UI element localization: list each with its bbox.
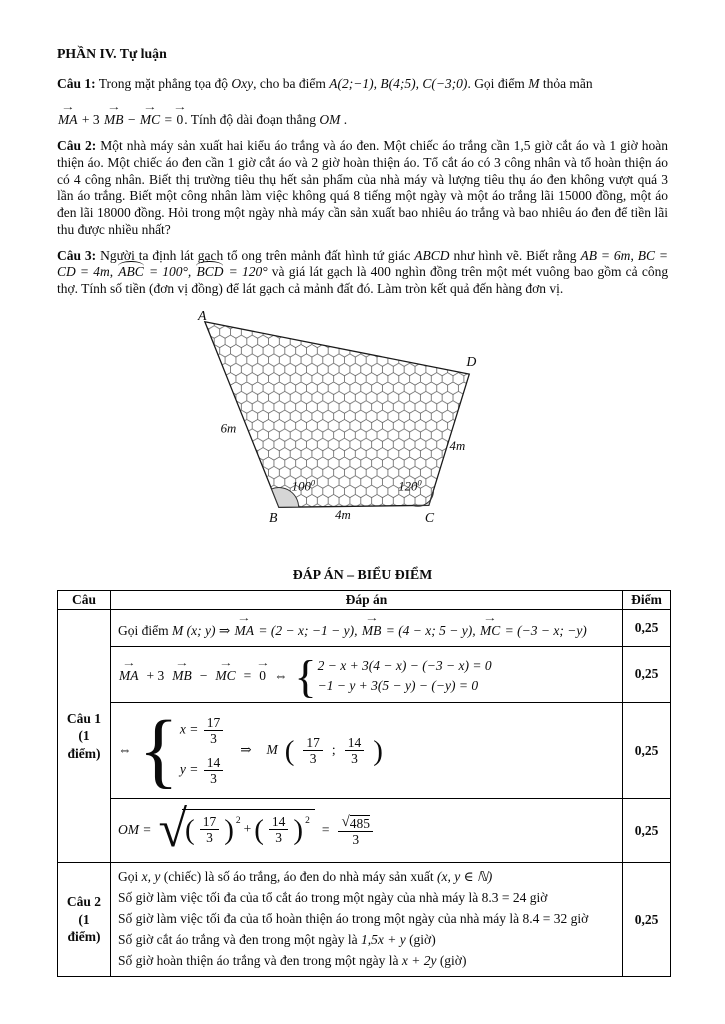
vector-zero: → 0 [258,668,267,685]
radical-sign: √ [158,801,188,859]
header-diem: Điểm [623,590,671,609]
question-1-text: Trong mặt phẳng tọa độ [98,76,229,91]
vector-ma: → MA [118,668,140,685]
brace: { [294,650,317,702]
vertex-label-c: C [424,509,435,525]
vector-mc: → MC [139,111,161,129]
question-cell-c2: Câu 2 (1 điểm) [58,862,111,976]
table-row [58,862,671,976]
angle-abc: ABC [118,264,144,280]
angle-bcd: BCD [196,264,224,280]
question-cell-c1: Câu 1 (1 điểm) [58,609,111,862]
math-m: M [528,76,540,91]
equation-system: { 2 − x + 3(4 − x) − (−3 − x) = 0 −1 − y + 3(5 − y) − (−y) = 0 [294,650,492,702]
question-3-text: như hình vẽ. Biết rằng [453,247,577,263]
paren: ) [224,813,234,846]
solution-line: Số giờ cắt áo trắng và đen trong một ngày là 1,5x + y (giờ) [118,932,436,948]
side-label-ab: 6m [220,421,237,436]
result-fraction: √ 485 3 [338,814,372,847]
paren: ( [254,813,264,846]
operator: = [164,111,173,127]
table-row [58,799,671,863]
score-cell: 0,25 [623,799,671,863]
solution-line: Số giờ làm việc tối đa của tổ cắt áo trong một ngày của nhà máy là 8.3 = 24 giờ [118,889,548,905]
math-oxy: Oxy [231,76,254,91]
paren: ( [284,734,295,767]
score-cell: 0,25 [623,646,671,702]
vector-mb: → MB [361,622,383,641]
question-3-text: , [630,247,634,263]
question-1-text: . Gọi điểm [467,76,525,91]
question-3-text: Người ta định lát gạch tổ ong trên mảnh đất hình tứ giác [100,247,411,263]
operator: + 3 [81,111,100,127]
question-1-label: Câu 1: [57,76,96,91]
question-1-text: thỏa mãn [542,76,593,91]
vector-mb: → MB [171,668,193,685]
math-om: OM [319,111,341,127]
paren: ( [185,813,195,846]
solution-line: Gọi x, y (chiếc) là số áo trắng, áo đen do nhà máy sản xuất (x, y ∈ ℕ) [118,868,493,884]
solution-line: Số giờ làm việc tối đa của tổ hoàn thiện áo trong một ngày của nhà máy là 8.4 = 32 giờ [118,911,589,927]
radical-sign: √ [341,814,350,831]
table-row [58,609,671,646]
question-2-label: Câu 2: [57,138,97,154]
math-angle-value: = 100°, [148,264,192,280]
question-3 [57,248,668,298]
math-points: A(2;−1), B(4;5), C(−3;0) [329,76,468,91]
solution-system: { x = $\frac{17}{3}$ y = $\frac{14}{3}$ [139,715,226,786]
question-3-text: nghìn đồng trên một mét vuông bao gồm cả công thợ. Tính số tiền (đơn vị đồng) để lát gạch cả mảnh đất đó. Làm tròn kết quả đến hàng đơn vị. [57,264,669,297]
answer-cell-c1r1: Gọi điểm M (x; y) ⇒ → MA = (2 − x; −1 − y), → MB = (4 − x; 5 − y), → MC = (−3 − x; −y) [111,609,623,646]
side-label-cd: 4m [449,438,466,453]
header-cau: Câu [58,590,111,609]
vector-ma: → MA [57,111,79,129]
vector-mb: → MB [103,111,125,129]
paren: ) [293,813,304,846]
section-title: PHẦN IV. Tự luận [57,46,167,61]
score-cell: 0,25 [623,702,671,798]
vector-mc: → MC [479,622,501,641]
vector-mc: → MC [214,668,236,685]
question-3-text: và giá lát gạch là [271,264,367,280]
table-row [58,702,671,798]
table-row [58,646,671,702]
brace: { [138,703,179,797]
math-abcd: ABCD [414,247,450,263]
answer-key-title: ĐÁP ÁN – BIỂU ĐIỂM [292,566,433,582]
angle-label-b: $100^0$ [291,478,316,494]
price-value: 400 [370,264,391,280]
operator: − [127,111,136,127]
vertex-label-b: B [269,509,278,525]
question-2 [57,138,668,238]
answer-cell-c1r2: → MA + 3 → MB − → MC = → 0 ⇔ { 2 − x + 3(4 − x) − (−3 − x) = 0 −1 − y + 3(5 − y) − (−y) = 0 [111,646,623,702]
question-3-label: Câu 3: [57,247,97,263]
vector-zero: → 0 [176,111,185,129]
solution-line: Số giờ hoàn thiện áo trắng và đen trong một ngày là x + 2y (giờ) [118,953,467,969]
figure-svg [163,307,523,529]
side-label-bc: 4m [335,508,351,523]
question-3-text: , [109,264,114,280]
score-cell: 0,25 [623,609,671,646]
question-1-equation [57,102,668,129]
question-1-text: . [343,111,348,127]
score-cell: 0,25 [623,862,671,976]
vertex-label-a: A [197,307,207,323]
vertex-label-d: D [466,354,477,370]
question-1-text: . Tính độ dài đoạn thẳng [184,111,316,127]
math-ab: AB = 6m [580,247,631,263]
math-bc-cd: BC = CD = 4m [57,247,669,280]
answer-cell-c1r4: OM = √ ( $\frac{17}{3}$ ) $^2$ + ( $\frac{14}{3}$ ) $^2$ = √ 485 3 [111,799,623,863]
angle-label-c: $120^0$ [398,478,422,494]
math-angle-value: = 120° [228,264,268,280]
question-1 [57,76,668,93]
answer-table [57,590,671,977]
question-1-text: , cho ba điểm [253,76,326,91]
figure-quadrilateral [163,307,668,533]
question-2-text: Một nhà máy sản xuất hai kiểu áo trắng và áo đen. Một chiếc áo trắng cần 1,5 giờ cắt áo và 1 giờ hoàn thiện áo. Một chiếc áo đen cần 1 giờ cắt áo và 2 giờ hoàn thiện áo. Tổ cắt áo có 3 công nhân và tổ hoàn thiện áo có 4 công nhân. Biết thị trường tiêu thụ hết sản phẩm của nhà máy và lượng tiêu thụ áo đen không vượt quá 3 lần áo trắng. Biết một công nhân làm việc không quá 8 tiếng một ngày và một áo trắng lãi 15000 đồng, một áo đen lãi 18000 đồng. Hỏi trong một ngày nhà máy cần sản xuất bao nhiêu áo trắng và bao nhiêu áo đen để tiền lãi thu được nhiều nhất? [57,138,669,237]
paren: ) [373,734,383,767]
table-header-row [58,590,671,609]
answer-cell-c2 [111,862,623,976]
land-polygon [205,322,469,507]
header-dapan: Đáp án [111,590,623,609]
square-root: √ ( $\frac{17}{3}$ ) $^2$ + ( $\frac{14}{3}$ ) $^2$ [158,809,314,852]
vector-ma: → MA [234,622,256,641]
answer-cell-c1r3: ⇔ { x = $\frac{17}{3}$ y = $\frac{14}{3}$ ⇒ M ( $\frac{17}{3}$ ; $\frac{14}{3}$ ) [111,702,623,798]
